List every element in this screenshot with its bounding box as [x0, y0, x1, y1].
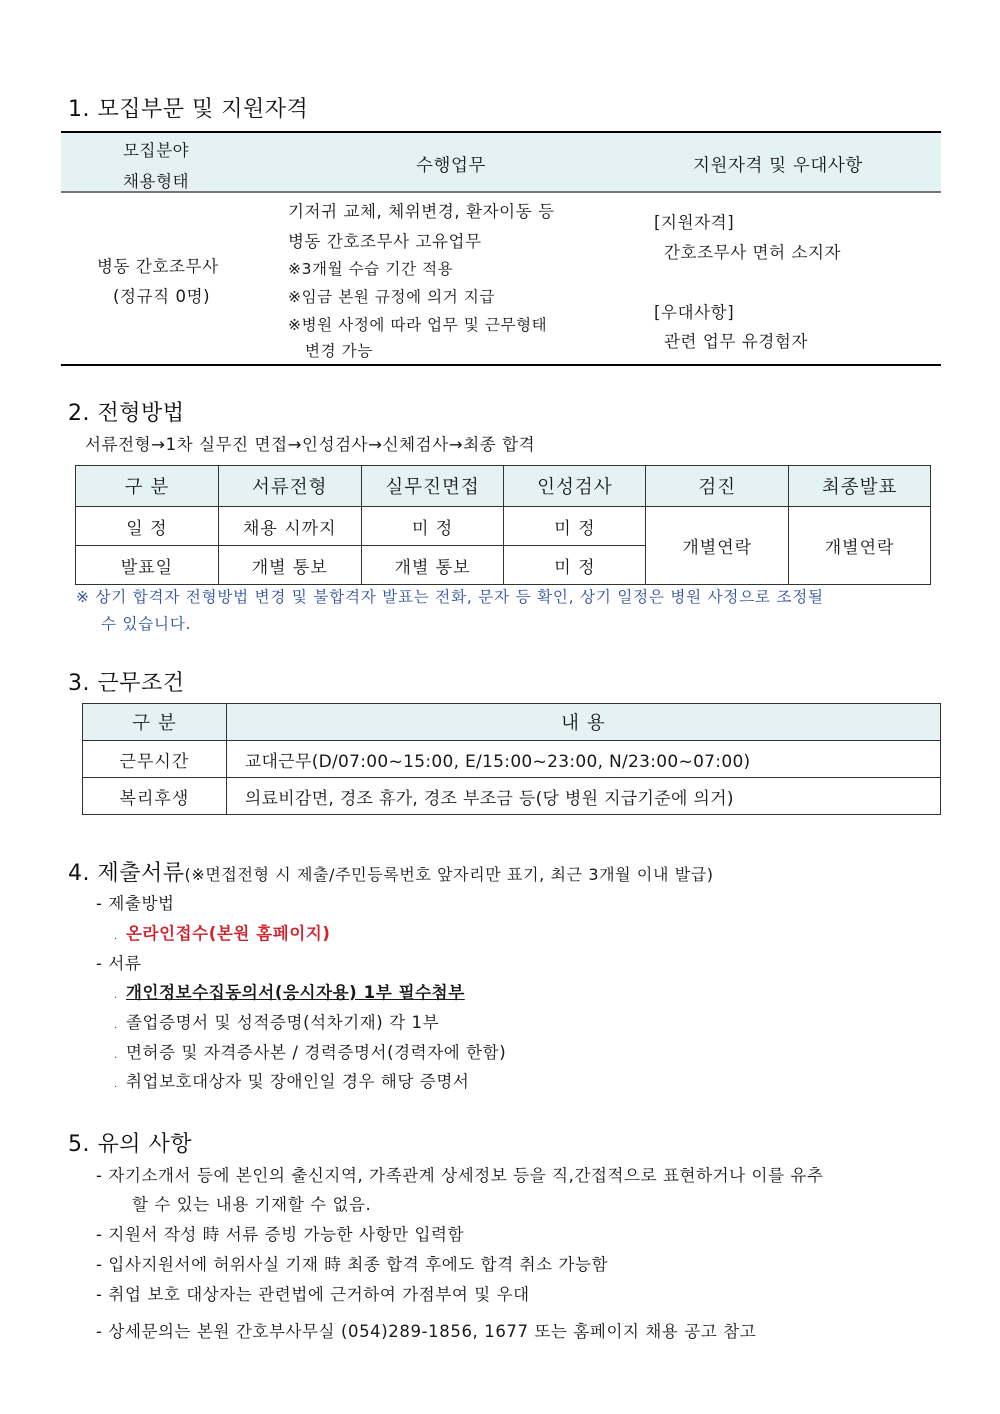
table-cell: 미 정 — [504, 546, 646, 585]
row-label: 일 정 — [76, 507, 219, 546]
position-name: 병동 간호조무사 — [97, 257, 219, 276]
duty-item: 변경 가능 — [305, 342, 373, 360]
row-label: 발표일 — [76, 546, 219, 585]
notice-item-cont: 할 수 있는 내용 기재할 수 없음. — [132, 1195, 372, 1214]
preference-text: 관련 업무 유경험자 — [664, 332, 809, 351]
row-label: 복리후생 — [83, 778, 227, 815]
selection-flow: 서류전형→1차 실무진 면접→인성검사→신체검사→최종 합격 — [85, 435, 536, 454]
duty-item: 기저귀 교체, 체위변경, 환자이동 등 — [288, 202, 555, 221]
duty-item: 병동 간호조무사 고유업무 — [288, 232, 482, 251]
header-cell: 실무진면접 — [361, 466, 504, 507]
qualification-text: 간호조무사 면허 소지자 — [664, 243, 842, 262]
online-application-link[interactable]: 온라인접수(본원 홈페이지) — [126, 924, 331, 943]
work-hours-value: 교대근무(D/07:00~15:00, E/15:00~23:00, N/23:00~07:00) — [226, 741, 940, 778]
documents-label: - 서류 — [96, 954, 142, 973]
position-type: (정규직 0명) — [113, 287, 211, 306]
section4-title: 4. 제출서류 — [68, 861, 185, 886]
notice-item: - 취업 보호 대상자는 관련법에 근거하여 가점부여 및 우대 — [96, 1285, 530, 1304]
table-cell: 개별 통보 — [218, 546, 361, 585]
table-cell: 채용 시까지 — [218, 507, 361, 546]
header-cell: 검진 — [646, 466, 789, 507]
notice-item-contact: - 상세문의는 본원 간호부사무실 (054)289-1856, 1677 또는 홈페이지 채용 공고 참고 — [96, 1322, 757, 1341]
qualification-label: [지원자격] — [654, 213, 735, 232]
header-cell: 인성검사 — [504, 466, 646, 507]
document-item: . 개인정보수집동의서(응시자용) 1부 필수첨부 — [114, 983, 465, 1002]
benefits-value: 의료비감면, 경조 휴가, 경조 부조금 등(당 병원 지급기준에 의거) — [226, 778, 940, 815]
work-conditions-table — [82, 703, 941, 815]
table-row — [83, 778, 941, 815]
document-item: . 취업보호대상자 및 장애인일 경우 해당 증명서 — [114, 1072, 470, 1091]
header-cell: 구 분 — [76, 466, 219, 507]
section5-title: 5. 유의 사항 — [68, 1132, 192, 1157]
table-header-row — [83, 704, 941, 741]
final-cell: 개별연락 — [789, 507, 931, 585]
section3-title: 3. 근무조건 — [68, 671, 185, 696]
header-cell: 최종발표 — [789, 466, 931, 507]
table-cell: 개별 통보 — [361, 546, 504, 585]
recruitment-table-header — [61, 131, 941, 193]
document-item: . 면허증 및 자격증사본 / 경력증명서(경력자에 한함) — [114, 1043, 507, 1062]
submission-method: . 온라인접수(본원 홈페이지) — [114, 924, 331, 943]
recruitment-table — [61, 131, 941, 366]
table-row — [76, 507, 931, 546]
recruitment-table-body — [61, 193, 941, 366]
preference-label: [우대사항] — [654, 303, 735, 322]
duty-item: ※병원 사정에 따라 업무 및 근무형태 — [288, 316, 548, 334]
section4-title-note: (※면접전형 시 제출/주민등록번호 앞자리만 표기, 최근 3개월 이내 발급) — [184, 865, 714, 884]
checkup-cell: 개별연락 — [646, 507, 789, 585]
table-row — [83, 741, 941, 778]
schedule-note-cont: 수 있습니다. — [101, 615, 192, 633]
submission-method-label: - 제출방법 — [96, 894, 175, 913]
section4-heading — [68, 856, 714, 887]
section2-title: 2. 전형방법 — [68, 401, 185, 426]
header-duties: 수행업무 — [416, 156, 487, 176]
header-employment-type: 채용형태 — [123, 172, 190, 191]
document-item: . 졸업증명서 및 성적증명(석차기재) 각 1부 — [114, 1013, 440, 1032]
table-cell: 미 정 — [361, 507, 504, 546]
duty-item: ※3개월 수습 기간 적용 — [288, 260, 454, 278]
duty-item: ※임금 본원 규정에 의거 지급 — [288, 288, 495, 306]
header-field: 모집분야 — [123, 141, 190, 160]
selection-schedule-table — [75, 465, 931, 585]
notice-item: - 입사지원서에 허위사실 기재 時 최종 합격 후에도 합격 취소 가능함 — [96, 1255, 609, 1274]
notice-item: - 지원서 작성 時 서류 증빙 가능한 사항만 입력함 — [96, 1225, 465, 1244]
schedule-note: ※ 상기 합격자 전형방법 변경 및 불합격자 발표는 전화, 문자 등 확인, 상기 일정은 병원 사정으로 조정될 — [76, 588, 824, 606]
table-header-row — [76, 466, 931, 507]
notice-item: - 자기소개서 등에 본인의 출신지역, 가족관계 상세정보 등을 직,간접적으로 표현하거나 이를 유추 — [96, 1166, 824, 1185]
section1-title: 1. 모집부문 및 지원자격 — [68, 97, 309, 122]
row-label: 근무시간 — [83, 741, 227, 778]
header-cell: 서류전형 — [218, 466, 361, 507]
header-cell: 내 용 — [226, 704, 940, 741]
header-cell: 구 분 — [83, 704, 227, 741]
table-cell: 미 정 — [504, 507, 646, 546]
header-qualifications: 지원자격 및 우대사항 — [693, 156, 863, 176]
